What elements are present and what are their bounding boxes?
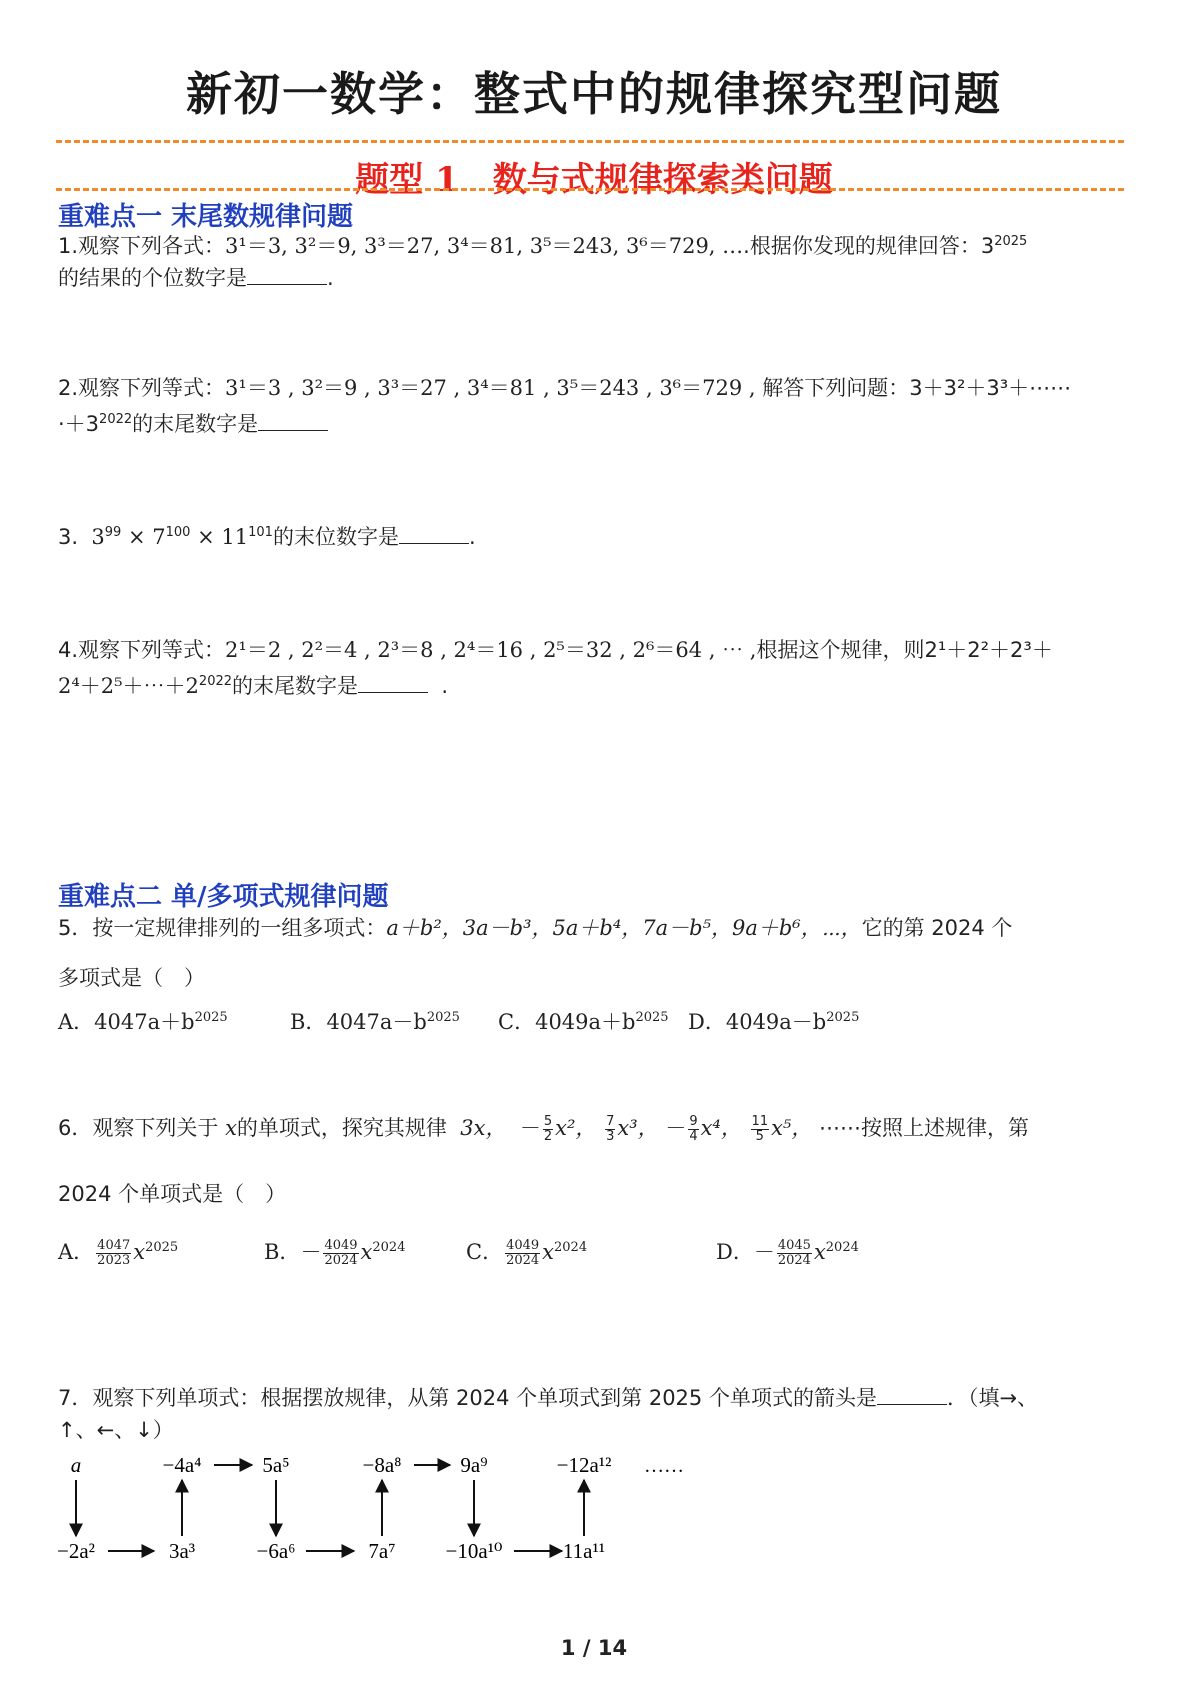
q6-line1-a: 6．观察下列关于 [58, 1116, 219, 1140]
q6-term-4-den: 4 [689, 1128, 698, 1144]
q6-option-c-x: x [542, 1240, 555, 1264]
q5-option-a-sup: 2025 [194, 1010, 228, 1025]
q7-bottom-term-1: −2a² [57, 1539, 95, 1563]
q6-term-4-frac [688, 1115, 698, 1144]
q6-option-d-x: x [813, 1240, 826, 1264]
divider-bottom [56, 188, 1124, 191]
q6-option-c-sup: 2024 [554, 1240, 588, 1255]
q5-line1-tail: 它的第 2024 个 [861, 916, 1013, 940]
q6-option-a-label: A． [58, 1240, 95, 1264]
key-point-heading-2: 重难点二 单/多项式规律问题 [58, 882, 389, 912]
q6-term-4-sign: － [665, 1116, 687, 1140]
question-3 [58, 517, 1138, 553]
q6-option-a-num: 4047 [97, 1238, 131, 1253]
q4-line2-sup: 2022 [198, 674, 233, 689]
q5-option-c[interactable] [498, 1006, 669, 1036]
q7-bottom-term-5: −10a¹⁰ [445, 1539, 503, 1563]
q4-line2-a: 2⁴＋2⁵＋⋯＋2 [58, 674, 199, 698]
q5-option-a-expr: 4047a＋b [94, 1010, 195, 1034]
q3-prefix: 3. [58, 525, 79, 549]
q6-option-b-sign: － [300, 1240, 322, 1264]
q6-option-b-den: 2024 [324, 1253, 358, 1268]
q6-term-2-num: 5 [543, 1113, 553, 1129]
answer-blank-2[interactable] [258, 412, 328, 431]
question-2 [58, 372, 1138, 440]
q7-line1: 7．观察下列单项式：根据摆放规律，从第 2024 个单项式到第 2025 个单项式的箭头是 [58, 1386, 877, 1410]
q5-option-b-sup: 2025 [426, 1010, 460, 1025]
q1-line2: 的结果的个位数字是 [58, 266, 247, 290]
q6-option-b[interactable] [264, 1236, 405, 1268]
q7-top-term-5: 9a⁹ [460, 1453, 488, 1477]
q6-term-5-den: 5 [755, 1128, 764, 1144]
q5-option-d-sup: 2025 [826, 1010, 860, 1025]
q4-prefix: 4.观察下列等式： [58, 638, 226, 662]
q5-line1: 5．按一定规律排列的一组多项式： [58, 916, 387, 940]
q7-bottom-term-4: 7a⁷ [368, 1539, 396, 1563]
section-title: 题型 1 数与式规律探索类问题 [355, 160, 833, 200]
q2-prefix: 2.观察下列等式： [58, 376, 226, 400]
question-7 [58, 1382, 1138, 1446]
q6-term-2-x: x²， [555, 1116, 597, 1140]
q6-option-b-num: 4049 [324, 1238, 358, 1253]
q6-option-c-frac [505, 1239, 540, 1268]
q7-bottom-term-6: 11a¹¹ [562, 1539, 606, 1563]
q7-top-term-3: 5a⁵ [262, 1453, 290, 1477]
q2-line2-b: 的末尾数字是 [132, 412, 259, 436]
q1-prefix: 1.观察下列各式： [58, 234, 226, 258]
q6-option-a-frac [96, 1239, 131, 1268]
q7-bottom-term-3: −6a⁶ [256, 1539, 296, 1563]
q5-option-a[interactable] [58, 1006, 228, 1036]
q3-sup-b: 100 [165, 525, 191, 540]
q1-tail: .根据你发现的规律回答：3 [743, 234, 995, 258]
question-5 [58, 912, 1138, 944]
q6-option-d-num: 4045 [777, 1238, 811, 1253]
q6-option-a-x: x [133, 1240, 146, 1264]
q6-term-3-x: x³， [617, 1116, 659, 1140]
q5-option-d-expr: 4049a－b [725, 1010, 827, 1034]
q3-sup-a: 99 [104, 525, 122, 540]
q6-option-c[interactable] [466, 1236, 587, 1268]
q6-term-3-num: 7 [606, 1113, 615, 1129]
q5-option-c-expr: 4049a＋b [535, 1010, 636, 1034]
q6-term-3-den: 3 [606, 1128, 615, 1144]
q5-option-b-label: B． [290, 1010, 327, 1034]
q3-end: . [468, 525, 476, 549]
q4-line2-b: 的末尾数字是 [232, 674, 359, 698]
question-6 [58, 1112, 1138, 1144]
question-1 [58, 226, 1138, 294]
q1-tail-sup: 2025 [994, 234, 1028, 249]
answer-blank-1[interactable] [247, 266, 327, 285]
q6-term-3-frac [605, 1115, 615, 1144]
q6-term-2-frac [543, 1115, 553, 1144]
divider-top [56, 140, 1124, 143]
key-point-heading-1: 重难点一 末尾数规律问题 [58, 202, 354, 232]
q7-ellipsis: …… [644, 1455, 684, 1477]
q6-option-d-frac [777, 1239, 812, 1268]
q5-option-d-label: D． [688, 1010, 726, 1034]
q5-option-d[interactable] [688, 1006, 859, 1036]
q4-tail: 根据这个规律，则2¹＋2²＋2³＋ [756, 638, 1053, 662]
q6-term-4-x: x⁴， [700, 1116, 742, 1140]
q5-option-b[interactable] [290, 1006, 460, 1036]
q1-powers: 3¹＝3, 3²＝9, 3³＝27, 3⁴＝81, 3⁵＝243, 3⁶＝729, … [225, 234, 744, 258]
q7-top-term-2: −4a⁴ [162, 1453, 202, 1477]
q2-line2-a: ·＋3 [58, 412, 100, 436]
page-number: 1 / 14 [560, 1636, 628, 1660]
q6-term-5-x: x⁵， [771, 1116, 813, 1140]
q5-option-b-expr: 4047a－b [326, 1010, 427, 1034]
q6-option-d[interactable] [716, 1236, 859, 1268]
q1-end: . [327, 266, 334, 290]
answer-blank-3[interactable] [399, 525, 469, 544]
q7-line2: ↑、←、↓） [58, 1418, 174, 1442]
q6-term-2-den: 2 [543, 1128, 553, 1144]
q4-powers: 2¹＝2 , 2²＝4 , 2³＝8 , 2⁴＝16 , 2⁵＝32 , 2⁶＝64 , ⋯ , [225, 638, 757, 662]
q2-powers: 3¹＝3 , 3²＝9 , 3³＝27 , 3⁴＝81 , 3⁵＝243 , 3⁶＝729 , [225, 376, 763, 400]
q6-term-2-sign: － [519, 1116, 541, 1140]
q7-line1-end: ．（填→、 [946, 1386, 1039, 1410]
answer-blank-7[interactable] [877, 1386, 947, 1405]
q6-option-a-den: 2023 [97, 1253, 131, 1268]
q6-option-b-x: x [360, 1240, 373, 1264]
q5-seq: a＋b²，3a－b³，5a＋b⁴，7a－b⁵，9a＋b⁶，⋯， [386, 916, 862, 940]
q6-line2: 2024 个单项式是（ ） [58, 1182, 287, 1206]
q7-top-term-1: a [70, 1453, 82, 1477]
page-title: 新初一数学：整式中的规律探究型问题 [186, 67, 1002, 121]
q5-option-c-sup: 2025 [635, 1010, 669, 1025]
q6-term-1: 3x， [460, 1116, 507, 1140]
q6-option-d-den: 2024 [777, 1253, 811, 1268]
q6-option-c-num: 4049 [506, 1238, 540, 1253]
q3-expr-a: 3 [91, 525, 105, 549]
q7-top-term-4: −8a⁸ [362, 1453, 402, 1477]
q7-top-term-6: −12a¹² [556, 1453, 612, 1477]
q3-expr-b: × 7 [121, 525, 166, 549]
q6-line1-b: 的单项式，探究其规律 [236, 1116, 447, 1140]
q6-option-d-sign: － [753, 1240, 775, 1264]
q5-line2: 多项式是（ ） [58, 966, 205, 990]
q2-line2-sup: 2022 [99, 412, 133, 427]
q6-option-b-frac [323, 1239, 358, 1268]
q5-option-a-label: A． [58, 1010, 95, 1034]
question-4 [58, 634, 1138, 702]
q6-option-b-sup: 2024 [372, 1240, 406, 1255]
q3-expr-c: × 11 [190, 525, 249, 549]
q6-option-c-label: C． [466, 1240, 504, 1264]
q6-option-a-sup: 2025 [145, 1240, 179, 1255]
q7-arrow-diagram [50, 1450, 690, 1570]
q5-option-c-label: C． [498, 1010, 536, 1034]
q6-var: x [225, 1116, 237, 1140]
q6-option-c-den: 2024 [506, 1253, 540, 1268]
q4-end: . [441, 674, 449, 698]
q6-line1-tail: ⋯⋯按照上述规律，第 [819, 1116, 1030, 1140]
q6-term-5-num: 11 [751, 1113, 769, 1129]
q6-option-d-sup: 2024 [825, 1240, 859, 1255]
q3-sup-c: 101 [248, 525, 273, 540]
q6-term-4-num: 9 [689, 1113, 698, 1129]
q6-option-d-label: D． [716, 1240, 754, 1264]
q6-term-5-frac [751, 1115, 770, 1144]
q3-tail: 的末位数字是 [272, 525, 399, 549]
answer-blank-4[interactable] [358, 674, 428, 693]
q6-option-a[interactable] [58, 1236, 178, 1268]
q2-tail: 解答下列问题：3＋3²＋3³＋⋯⋯ [762, 376, 1072, 400]
q6-option-b-label: B． [264, 1240, 301, 1264]
q7-bottom-term-2: 3a³ [168, 1539, 196, 1563]
